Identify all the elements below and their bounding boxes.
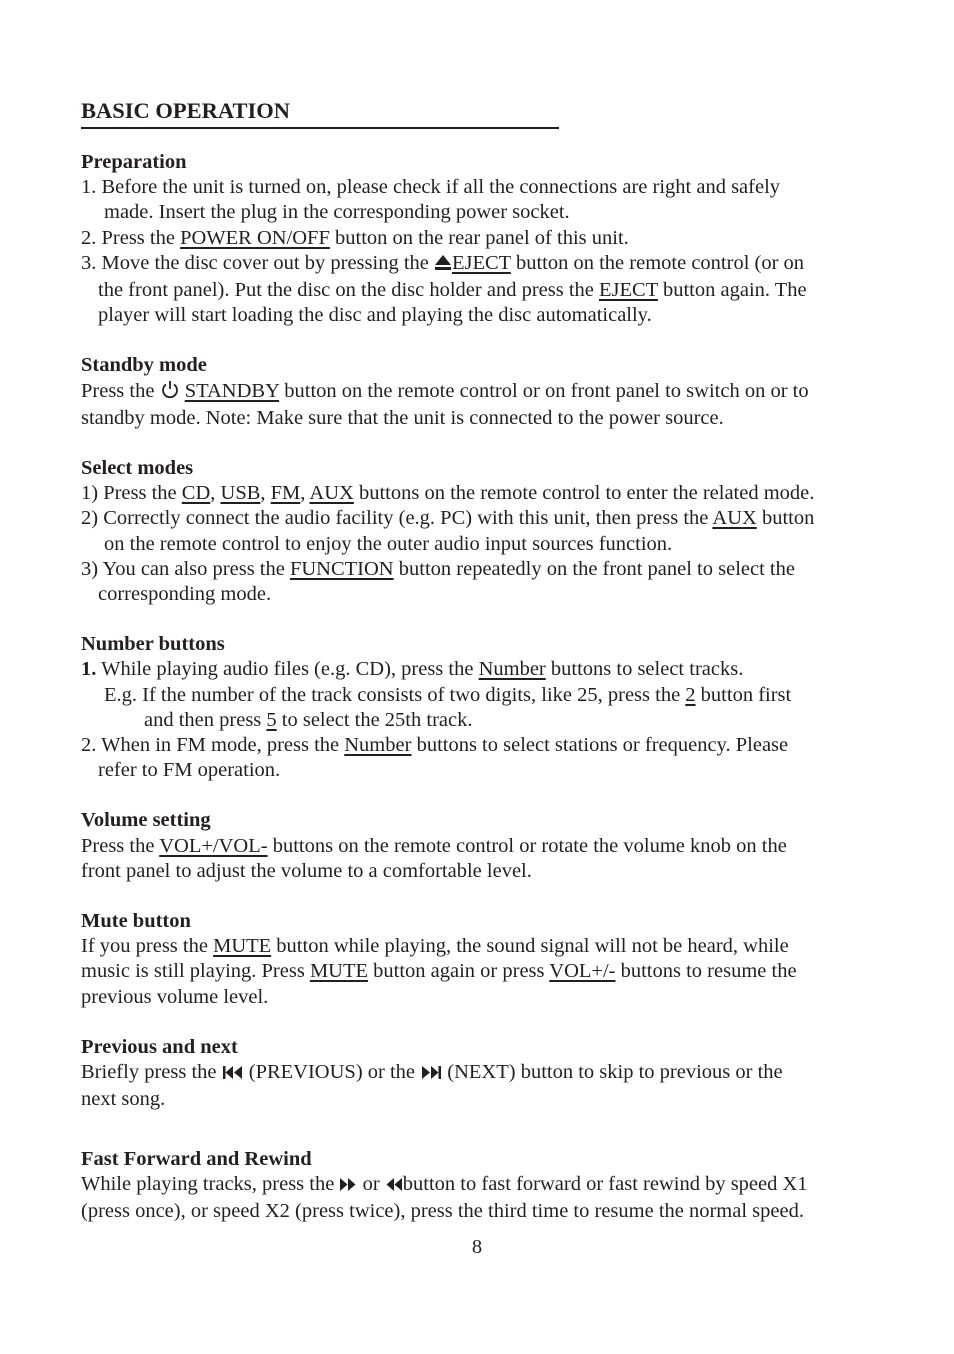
eject-label-2: EJECT (599, 279, 658, 302)
text: button first (695, 683, 792, 706)
digit-2-label: 2 (685, 683, 696, 706)
preparation-item-1-cont: made. Insert the plug in the corresponding power socket. (104, 201, 570, 224)
number-label-2: Number (344, 734, 412, 757)
text: If you press the (81, 935, 214, 958)
text: button again or press (368, 960, 550, 983)
mute-line-3: previous volume level. (81, 985, 269, 1008)
ff-line-1 (81, 1172, 901, 1199)
preparation-item-3 (81, 251, 901, 278)
prevnext-line-1 (81, 1060, 901, 1087)
text: 2) Correctly connect the audio facility (e.g. PC) with this unit, then press the (81, 507, 713, 530)
text: Press the (81, 834, 160, 857)
preparation-item-2 (81, 226, 901, 251)
mute-label-2: MUTE (309, 960, 369, 983)
volume-heading: Volume setting (81, 809, 211, 832)
preparation-item-1 (81, 175, 901, 200)
text: While playing tracks, press the (81, 1172, 340, 1195)
ff-heading: Fast Forward and Rewind (81, 1147, 312, 1170)
ff-line-2: (press once), or speed X2 (press twice), press the third time to resume the normal speed. (81, 1199, 804, 1222)
comma: , (210, 482, 221, 505)
text: button repeatedly on the front panel to select the (393, 557, 795, 580)
text: (PREVIOUS) or the (243, 1061, 421, 1084)
number-example (81, 683, 901, 708)
number-label: Number (478, 658, 546, 681)
preparation-item-3-cont-2: player will start loading the disc and playing the disc automatically. (98, 304, 652, 327)
number-item-1 (81, 657, 901, 682)
comma: , (260, 482, 271, 505)
cd-label: CD (181, 482, 211, 505)
text: buttons to select stations or frequency. Please (411, 734, 789, 757)
section-title-block (81, 96, 901, 132)
text: buttons on the remote control or rotate the volume knob on the (267, 834, 787, 857)
text: Briefly press the (81, 1061, 222, 1084)
page-title: BASIC OPERATION (81, 98, 290, 123)
title-rule (81, 127, 559, 129)
text: button on the remote control or on front panel to switch on or to (279, 379, 809, 402)
text: 1. Before the unit is turned on, please check if all the connections are right and safely (81, 176, 781, 199)
text: buttons to select tracks. (545, 658, 744, 681)
text: (NEXT) button to skip to previous or the (442, 1061, 783, 1084)
text: button again. The (657, 279, 807, 302)
comma: , (300, 482, 310, 505)
select-item-1 (81, 481, 901, 506)
power-icon (160, 379, 180, 406)
eject-label: EJECT (451, 251, 511, 274)
vol-label-2: VOL+/- (549, 960, 616, 983)
text: 1) Press the (81, 482, 182, 505)
text: button (756, 507, 815, 530)
select-item-2 (81, 506, 901, 531)
prevnext-heading: Previous and next (81, 1035, 238, 1058)
text: or (357, 1172, 385, 1195)
text: buttons to resume the (615, 960, 797, 983)
mute-label: MUTE (213, 935, 272, 958)
mute-line-2 (81, 959, 901, 984)
text: 2. When in FM mode, press the (81, 734, 345, 757)
select-item-3 (81, 557, 901, 582)
volume-line-1 (81, 834, 901, 859)
number-example-cont (81, 708, 901, 733)
text: E.g. If the number of the track consists of two digits, like 25, press the (104, 683, 686, 706)
preparation-heading: Preparation (81, 151, 187, 173)
text: to select the 25th track. (276, 708, 473, 731)
select-item-2-cont: on the remote control to enjoy the outer audio input sources function. (104, 532, 673, 555)
text: 3. Move the disc cover out by pressing the (81, 251, 434, 274)
standby-label: STANDBY (184, 379, 280, 402)
text: buttons on the remote control to enter the related mode. (353, 482, 815, 505)
text: button on the remote control (or on (510, 251, 805, 274)
text: 3) You can also press the (81, 557, 290, 580)
preparation-item-3-cont (81, 278, 901, 303)
text: and then press (144, 708, 267, 731)
select-heading: Select modes (81, 457, 194, 480)
text: 2. Press the (81, 226, 181, 249)
fast-forward-icon (339, 1174, 357, 1199)
number-item-2 (81, 733, 901, 758)
text: the front panel). Put the disc on the disc holder and press the (98, 279, 599, 302)
previous-icon (222, 1062, 244, 1087)
digit-5-label: 5 (266, 708, 277, 731)
rewind-icon (385, 1174, 403, 1199)
text: music is still playing. Press (81, 960, 310, 983)
function-label: FUNCTION (289, 557, 394, 580)
mute-heading: Mute button (81, 910, 191, 933)
next-icon (420, 1062, 442, 1087)
number-item-2-cont: refer to FM operation. (98, 759, 281, 782)
standby-heading: Standby mode (81, 354, 207, 377)
text: Press the (81, 379, 160, 402)
text: button to fast forward or fast rewind by speed X1 (402, 1172, 808, 1195)
standby-line-2: standby mode. Note: Make sure that the unit is connected to the power source. (81, 406, 724, 429)
fm-label: FM (270, 482, 301, 505)
manual-page (81, 96, 901, 1224)
aux-label: AUX (309, 482, 354, 505)
text: button on the rear panel of this unit. (329, 226, 629, 249)
power-onoff-label: POWER ON/OFF (180, 226, 330, 249)
standby-line-1 (81, 379, 901, 406)
number-heading: Number buttons (81, 633, 225, 656)
select-item-3-cont: corresponding mode. (98, 583, 272, 606)
item-number: 1. (81, 658, 97, 681)
aux-label-2: AUX (712, 507, 757, 530)
text: button while playing, the sound signal will not be heard, while (271, 935, 789, 958)
mute-line-1 (81, 934, 901, 959)
usb-label: USB (220, 482, 261, 505)
text: While playing audio files (e.g. CD), press the (96, 658, 479, 681)
prevnext-line-2: next song. (81, 1088, 166, 1111)
page-number: 8 (471, 1236, 483, 1258)
volume-line-2: front panel to adjust the volume to a comfortable level. (81, 859, 532, 882)
vol-label: VOL+/VOL- (159, 834, 268, 857)
eject-icon (434, 253, 452, 278)
